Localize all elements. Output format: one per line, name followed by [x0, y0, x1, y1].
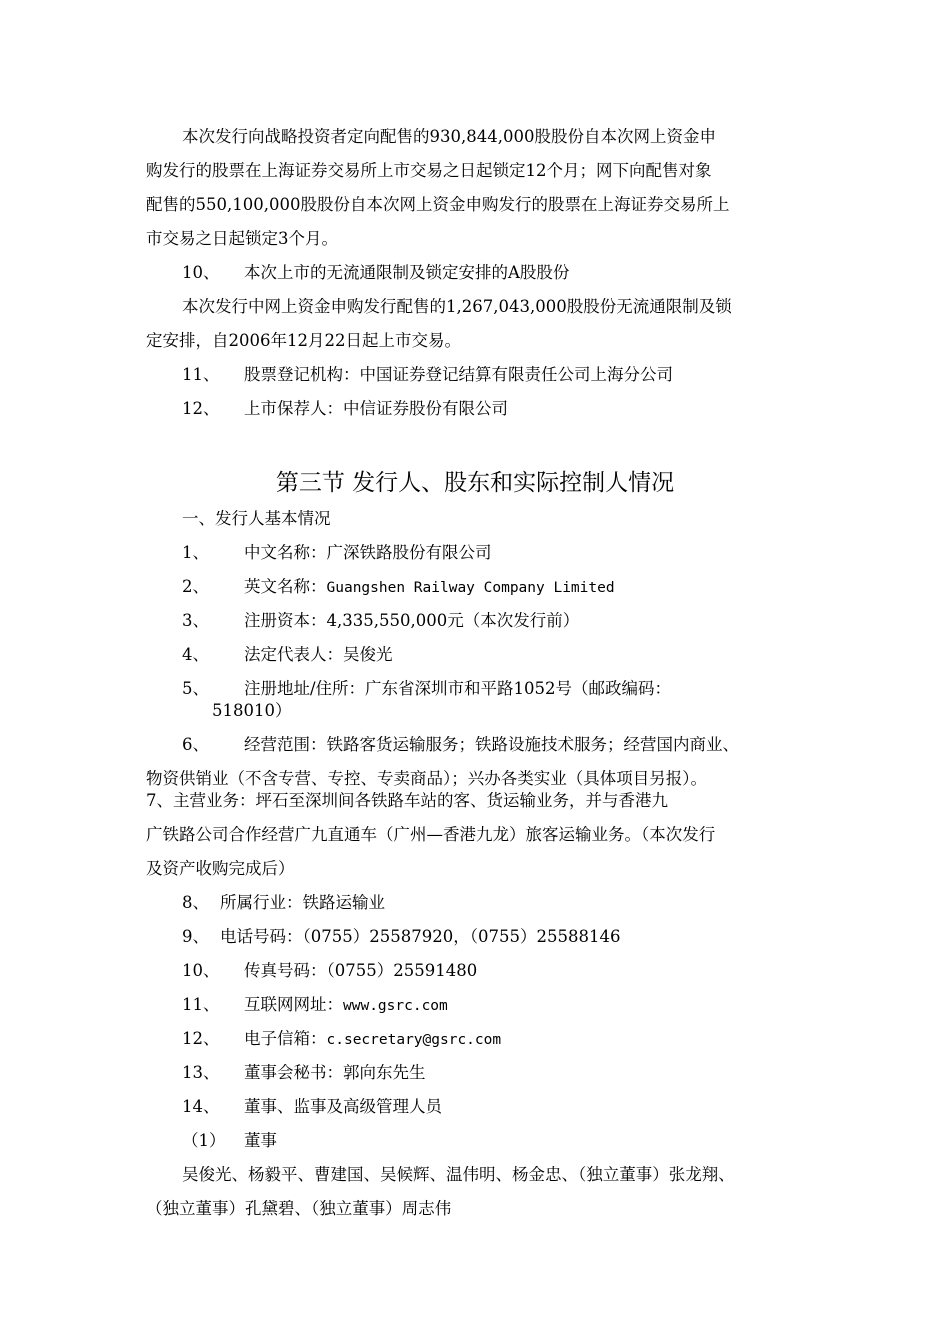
item-value: www.gsrc.com: [343, 998, 448, 1014]
item-label: 英文名称：: [244, 577, 327, 596]
item-text: 电话号码：（0755）25587920，（0755）25588146: [220, 927, 621, 946]
item-number: 4、: [182, 645, 209, 664]
item-address: [182, 678, 671, 700]
item-phone: [182, 926, 620, 948]
item-text: 中文名称：广深铁路股份有限公司: [244, 543, 492, 562]
directors-line-2: （独立董事）孔黛碧、（独立董事）周志伟: [146, 1199, 452, 1218]
item-number: 1、: [182, 543, 209, 562]
section-title: 第三节 发行人、股东和实际控制人情况: [275, 470, 675, 496]
item-registered-capital: [182, 610, 579, 632]
item-text: 注册资本：4,335,550,000元（本次发行前）: [244, 611, 580, 630]
item-number: 9、: [182, 927, 209, 946]
para-1-line-3: 配售的550,100,000股股份自本次网上资金申购发行的股票在上海证券交易所上: [146, 195, 730, 214]
item-number: 2、: [182, 577, 209, 596]
item-label: 互联网网址：: [244, 995, 343, 1014]
item-text: 所属行业：铁路运输业: [220, 893, 385, 912]
item-address-postcode: 518010）: [212, 701, 292, 720]
item-number: 12、: [182, 399, 220, 418]
item-text: 法定代表人：吴俊光: [244, 645, 393, 664]
item-email: [182, 1028, 501, 1051]
item-number: （1）: [182, 1131, 226, 1150]
para-1-line-1: 本次发行向战略投资者定向配售的930,844,000股股份自本次网上资金申: [182, 127, 716, 146]
item-12-sponsor: [182, 398, 508, 420]
item-text: 董事: [244, 1131, 277, 1150]
item-business-scope-cont: 物资供销业（不含专营、专控、专卖商品）；兴办各类实业（具体项目另报）。: [146, 769, 707, 788]
item-10-lockup: [182, 262, 569, 284]
item-number: 3、: [182, 611, 209, 630]
item-number: 12、: [182, 1029, 220, 1048]
item-text: 股票登记机构：中国证券登记结算有限责任公司上海分公司: [244, 365, 673, 384]
item-number: 11、: [182, 365, 220, 384]
item-industry: [182, 892, 385, 914]
item-text: 经营范围：铁路客货运输服务；铁路设施技术服务；经营国内商业、: [244, 735, 739, 754]
subheading: 一、发行人基本情况: [182, 509, 331, 528]
item-legal-rep: [182, 644, 393, 666]
item-chinese-name: [182, 542, 492, 564]
item-number: 8、: [182, 893, 209, 912]
item-number: 13、: [182, 1063, 220, 1082]
item-number: 5、: [182, 679, 209, 698]
item-website: [182, 994, 448, 1017]
item-text: 上市保荐人：中信证券股份有限公司: [244, 399, 508, 418]
item-text: 董事、监事及高级管理人员: [244, 1097, 442, 1116]
item-number: 10、: [182, 263, 220, 282]
item-label: 电子信箱：: [244, 1029, 327, 1048]
item-number: 6、: [182, 735, 209, 754]
para-1-line-2: 购发行的股票在上海证券交易所上市交易之日起锁定12个月；网下向配售对象: [146, 161, 712, 180]
para-2-line-1: 本次发行中网上资金申购发行配售的1,267,043,000股股份无流通限制及锁: [182, 297, 732, 316]
item-text: 注册地址/住所：广东省深圳市和平路1052号（邮政编码：: [244, 679, 672, 698]
item-number: 10、: [182, 961, 220, 980]
item-text: 传真号码：（0755）25591480: [244, 961, 478, 980]
item-text: 本次上市的无流通限制及锁定安排的A股股份: [244, 263, 570, 282]
item-number: 11、: [182, 995, 220, 1014]
item-main-business-line-1: 7、主营业务：坪石至深圳间各铁路车站的客、货运输业务，并与香港九: [146, 791, 668, 810]
item-business-scope: [182, 734, 739, 756]
item-board-secretary: [182, 1062, 426, 1084]
item-directors-officers: [182, 1096, 442, 1118]
item-value: Guangshen Railway Company Limited: [326, 580, 615, 596]
para-1-line-4: 市交易之日起锁定3个月。: [146, 229, 338, 248]
item-11-registrar: [182, 364, 673, 386]
item-main-business-line-3: 及资产收购完成后）: [146, 859, 295, 878]
item-number: 14、: [182, 1097, 220, 1116]
directors-line-1: 吴俊光、杨毅平、曹建国、吴候辉、温伟明、杨金忠、（独立董事）张龙翔、: [182, 1165, 735, 1184]
item-fax: [182, 960, 477, 982]
para-2-line-2: 定安排，自2006年12月22日起上市交易。: [146, 331, 461, 350]
sub-item-directors: [182, 1130, 277, 1152]
item-english-name: [182, 576, 615, 599]
item-main-business-line-2: 广铁路公司合作经营广九直通车（广州—香港九龙）旅客运输业务。（本次发行: [146, 825, 716, 844]
item-value: c.secretary@gsrc.com: [326, 1032, 502, 1048]
item-text: 董事会秘书：郭向东先生: [244, 1063, 426, 1082]
